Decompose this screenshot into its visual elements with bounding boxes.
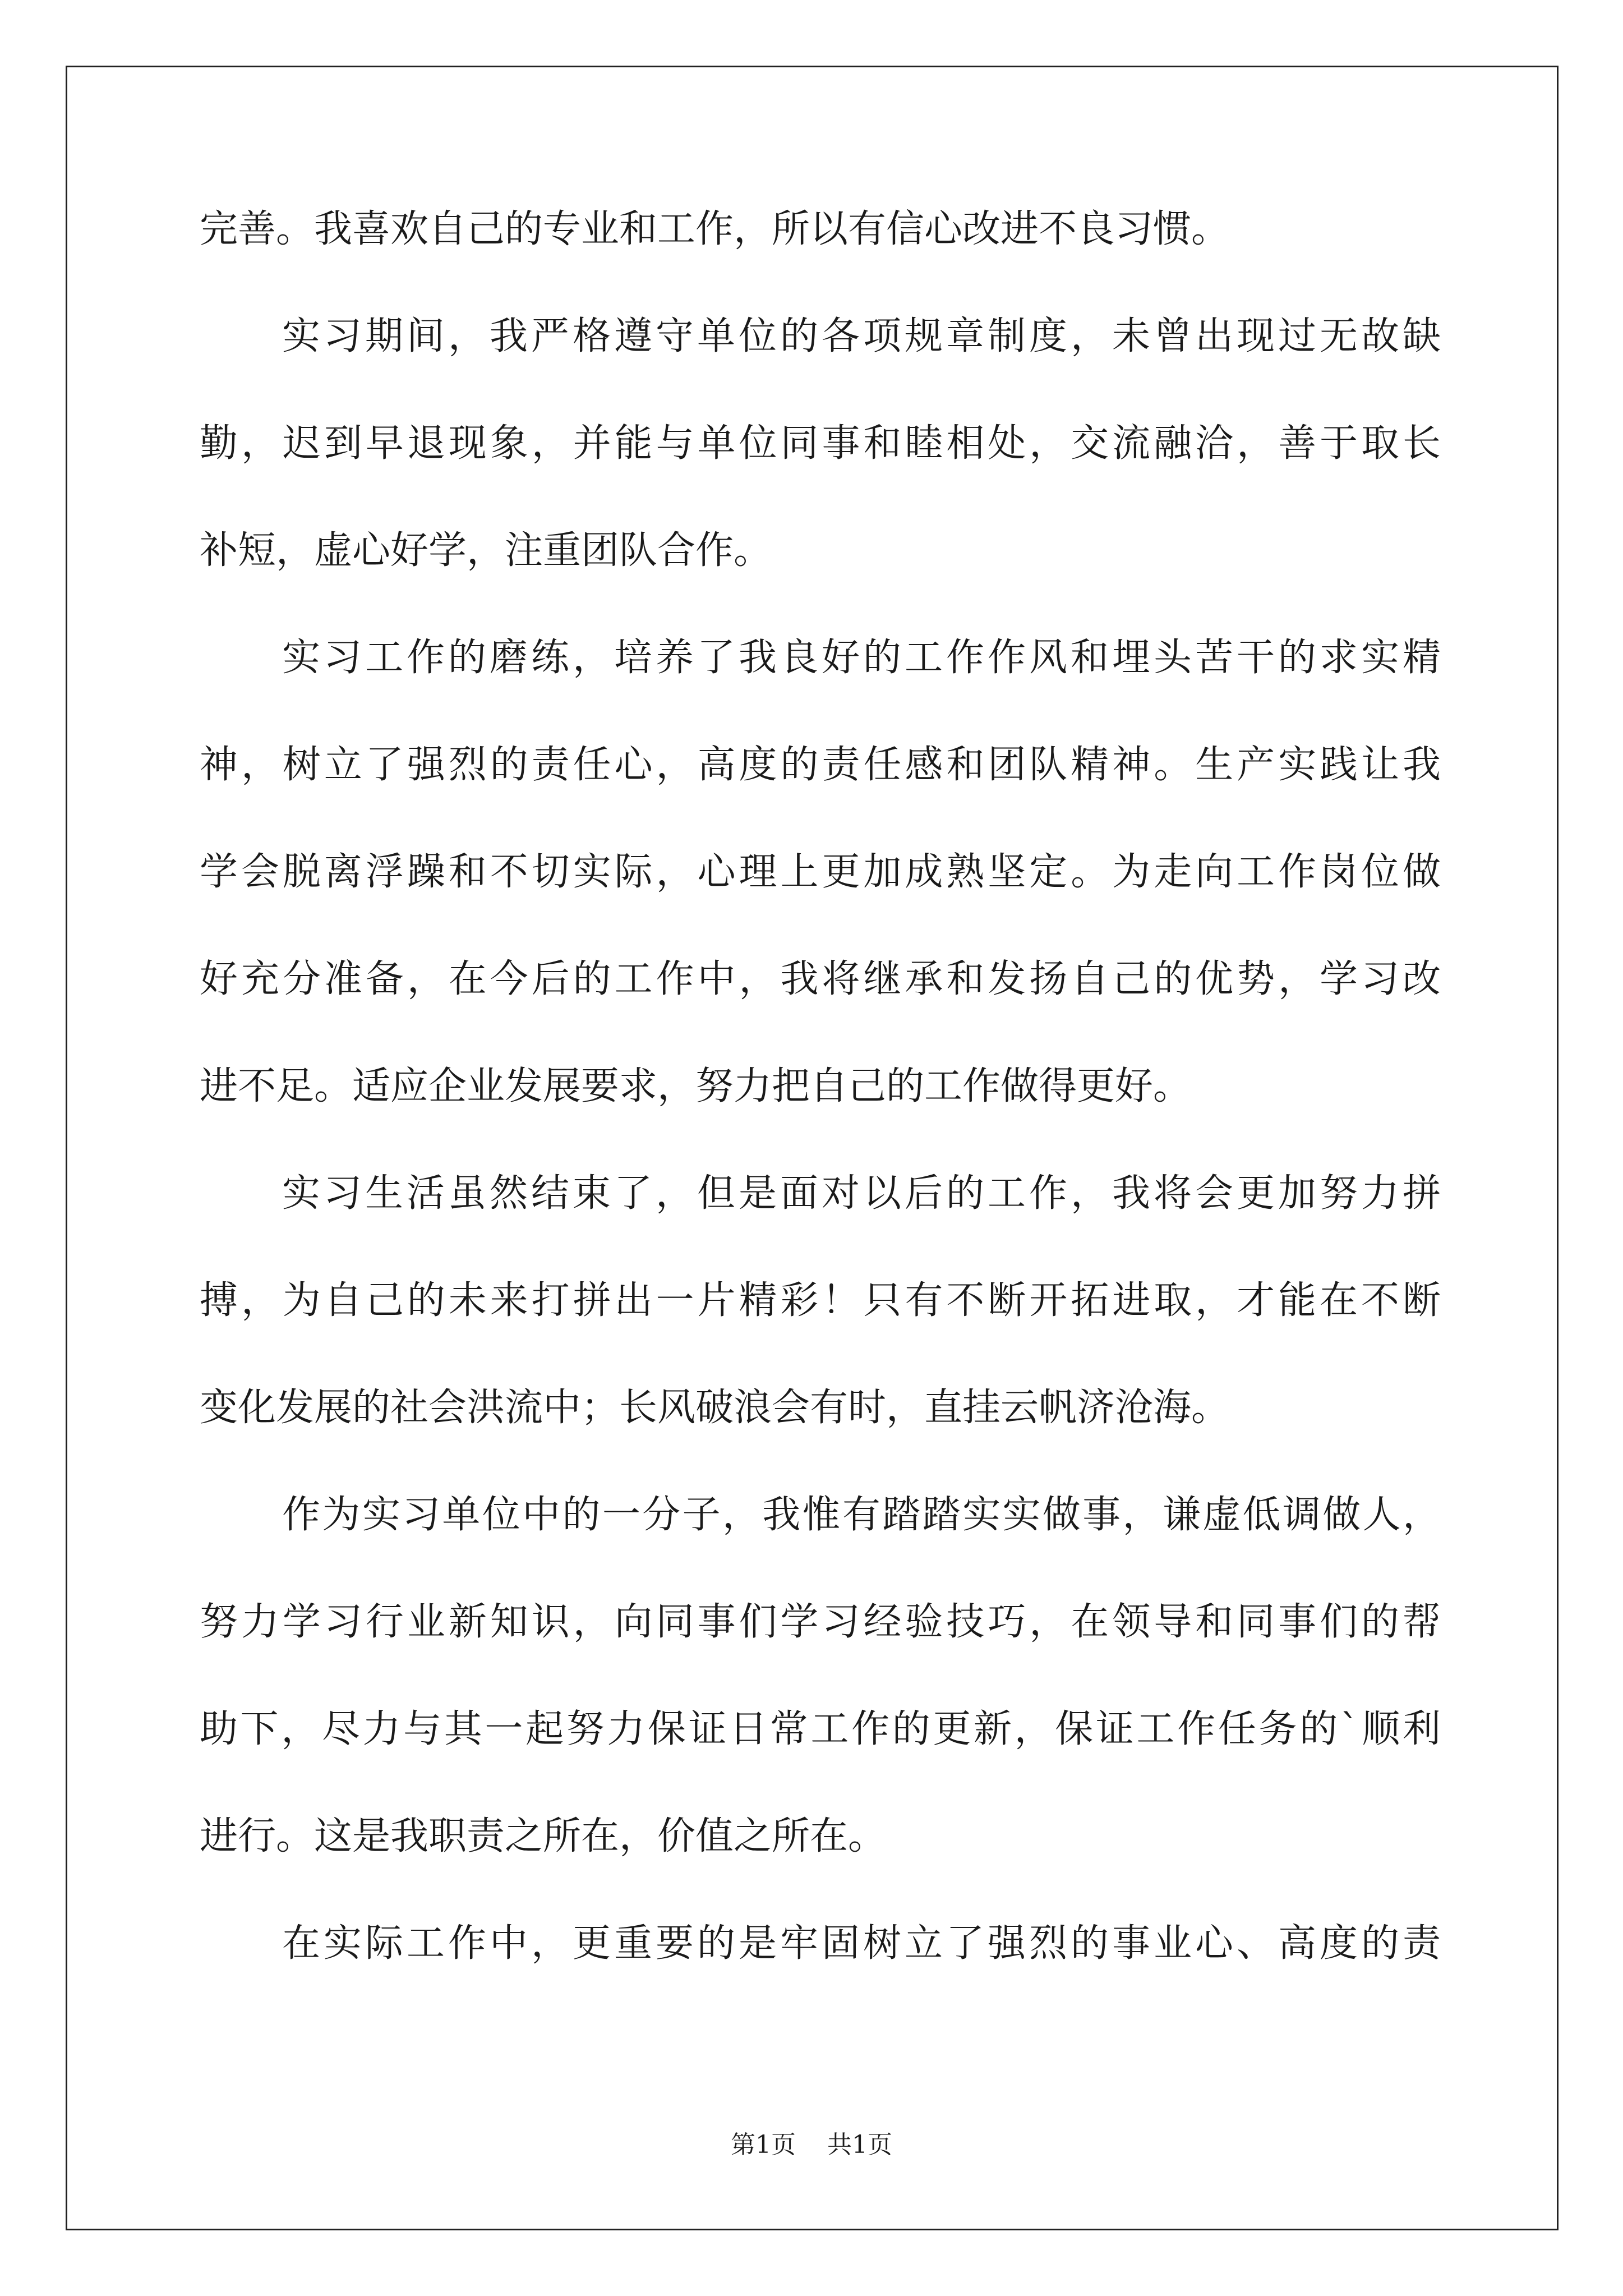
- text-line: 变化发展的社会洪流中；长风破浪会有时，直挂云帆济沧海。: [200, 1386, 1230, 1430]
- text-line: 作为实习单位中的一分子，我惟有踏踏实实做事，谦虚低调做人，: [282, 1493, 1441, 1537]
- page-total: 共1页: [827, 2131, 892, 2159]
- page-footer: [0, 2124, 1623, 2160]
- text-line: 神，树立了强烈的责任心，高度的责任感和团队精神。生产实践让我: [200, 743, 1441, 787]
- text-line: 补短，虚心好学，注重团队合作。: [200, 528, 772, 573]
- text-line: 进不足。适应企业发展要求，努力把自己的工作做得更好。: [200, 1064, 1192, 1108]
- text-line: 努力学习行业新知识，向同事们学习经验技巧，在领导和同事们的帮: [200, 1600, 1441, 1644]
- text-line: 实习工作的磨练，培养了我良好的工作作风和埋头苦干的求实精: [282, 636, 1441, 680]
- text-line: 实习生活虽然结束了，但是面对以后的工作，我将会更加努力拼: [282, 1171, 1441, 1216]
- text-line: 完善。我喜欢自己的专业和工作，所以有信心改进不良习惯。: [200, 207, 1230, 251]
- document-body: [200, 207, 1441, 2032]
- text-line: 好充分准备，在今后的工作中，我将继承和发扬自己的优势，学习改: [200, 957, 1441, 1001]
- text-line: 在实际工作中，更重要的是牢固树立了强烈的事业心、高度的责: [282, 1921, 1441, 1966]
- text-line: 搏，为自己的未来打拼出一片精彩！只有不断开拓进取，才能在不断: [200, 1278, 1441, 1323]
- text-line: 实习期间，我严格遵守单位的各项规章制度，未曾出现过无故缺: [282, 314, 1441, 358]
- text-line: 学会脱离浮躁和不切实际，心理上更加成熟坚定。为走向工作岗位做: [200, 850, 1441, 894]
- text-line: 助下，尽力与其一起努力保证日常工作的更新，保证工作任务的`顺利: [200, 1707, 1441, 1751]
- text-line: 勤，迟到早退现象，并能与单位同事和睦相处，交流融洽，善于取长: [200, 421, 1441, 466]
- text-line: 进行。这是我职责之所在，价值之所在。: [200, 1814, 887, 1858]
- page-number: 第1页: [731, 2131, 796, 2159]
